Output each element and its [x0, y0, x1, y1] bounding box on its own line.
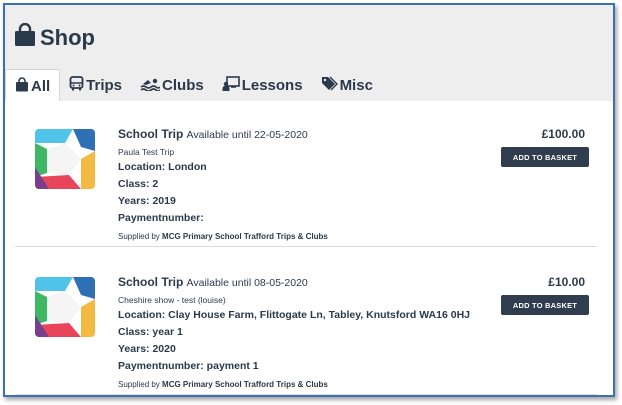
add-to-basket-button[interactable]: ADD TO BASKET: [501, 295, 589, 315]
item-subtitle: Cheshire show - test (louise): [118, 295, 226, 305]
school-logo: [35, 129, 95, 189]
divider: [15, 394, 597, 395]
tags-icon: [321, 76, 340, 95]
supplied-by-label: Supplied by: [118, 232, 160, 241]
list-item: [5, 101, 613, 241]
item-years: Years: 2019: [118, 195, 176, 207]
bus-icon: [69, 76, 86, 95]
item-title: [118, 127, 478, 143]
item-supplier: [118, 380, 478, 389]
supplier-name: MCG Primary School Trafford Trips & Clubs: [162, 380, 328, 389]
add-to-basket-button[interactable]: ADD TO BASKET: [501, 147, 589, 167]
item-details: [118, 275, 478, 389]
item-type: School Trip: [118, 275, 184, 289]
item-subtitle: Paula Test Trip: [118, 147, 175, 157]
item-years: Years: 2020: [118, 343, 176, 355]
tab-label: Lessons: [241, 76, 303, 94]
item-price: £10.00: [548, 275, 585, 289]
tab-label: All: [31, 77, 51, 95]
item-type: School Trip: [118, 127, 184, 141]
item-availability: Available until 22-05-2020: [186, 129, 308, 141]
page-title-text: Shop: [40, 25, 95, 50]
school-logo: [35, 277, 95, 337]
item-class: Class: year 1: [118, 326, 183, 338]
tab-label: Misc: [339, 76, 373, 94]
swimmer-icon: [140, 76, 162, 95]
tab-lessons[interactable]: [213, 69, 312, 101]
item-paymentnumber: Paymentnumber:: [118, 212, 204, 224]
list-item: [5, 249, 613, 389]
item-paymentnumber: Paymentnumber: payment 1: [118, 360, 259, 372]
tab-misc[interactable]: [312, 69, 382, 101]
item-location: Location: London: [118, 161, 207, 173]
supplied-by-label: Supplied by: [118, 380, 160, 389]
shopping-bag-icon: [15, 77, 31, 96]
shopping-bag-icon: [14, 23, 40, 53]
teacher-icon: [222, 76, 242, 95]
product-list: [5, 101, 613, 395]
divider: [15, 246, 597, 247]
item-class: Class: 2: [118, 178, 159, 190]
item-location: Location: Clay House Farm, Flittogate Ln, Tabley, Knutsford WA16 0HJ: [118, 309, 470, 321]
item-price: £100.00: [541, 127, 585, 141]
app-window: [3, 3, 615, 397]
item-availability: Available until 08-05-2020: [186, 277, 308, 289]
tab-clubs[interactable]: [131, 69, 213, 101]
page-title: [14, 23, 95, 53]
item-details: [118, 127, 478, 241]
shop-header: [5, 5, 613, 101]
item-title: [118, 275, 478, 291]
tab-label: Trips: [86, 76, 123, 94]
supplier-name: MCG Primary School Trafford Trips & Clubs: [162, 232, 328, 241]
tab-trips[interactable]: [60, 69, 131, 101]
category-tabs: [5, 69, 382, 101]
item-supplier: [118, 232, 478, 241]
tab-label: Clubs: [162, 76, 204, 94]
tab-all[interactable]: [5, 69, 60, 102]
